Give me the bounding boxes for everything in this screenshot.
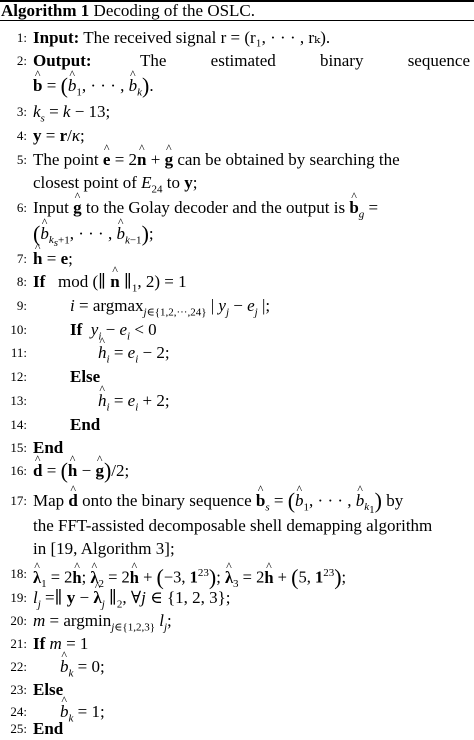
line-content: If mod (∥ n ^ $\parallel_1$, 2) = 1: [33, 270, 187, 300]
line-content: y = r/κ;: [33, 126, 85, 145]
line-content: h $\^{}_i = e_i - 2$;: [98, 341, 170, 371]
line-content: Input g ^ to the Golay decoder and the output is b $\^{}_g$ =: [33, 196, 378, 226]
line-keyword: Else: [33, 680, 64, 699]
line-content: $l_j$ =∥ y − λ $\^{}_j$ $\parallel_2$, ∀j ∈ {1, 2, 3};: [33, 586, 231, 616]
line-number: 2:: [16, 53, 27, 68]
line-content: [33, 514, 432, 537]
algorithm-line-17-cont-2: [0, 537, 474, 560]
line-content: [33, 49, 470, 72]
line-number: 19:: [10, 590, 27, 605]
line-content: b $\^{}_k = 0$;: [60, 655, 105, 685]
line-content: λ $\^{}_1 = 2h$ ^; λ $\^{}_2 = 2h$ ^ + (−3, $1^{23}$); λ $\^{}_3 = 2h$ ^ + (5, $1^{23}$);: [33, 562, 346, 596]
line-number: 8:: [16, 274, 27, 289]
line-text: in [19, Algorithm 3];: [33, 539, 175, 558]
line-content: b $\^{}_k = 1$;: [60, 700, 105, 730]
line-text: The received signal r = (r₁, · · · , rₖ).: [83, 28, 331, 47]
line-number: 21:: [10, 636, 27, 651]
algorithm-line-12: [0, 365, 474, 388]
line-text: the FFT-assisted decomposable shell demapping algorithm: [33, 516, 433, 535]
algorithm-line-5-cont: [0, 171, 474, 194]
line-number: 10:: [10, 322, 27, 337]
line-text: The estimated binary sequence: [140, 51, 470, 70]
algorithm-line-11: [0, 341, 474, 364]
line-keyword: End: [33, 438, 64, 457]
line-keyword: Output:: [33, 51, 92, 70]
line-keyword: If: [33, 272, 46, 291]
algorithm-line-13: [0, 389, 474, 412]
line-number: 16:: [10, 463, 27, 478]
algorithm-caption: Decoding of the OSLC.: [93, 1, 256, 20]
line-content: $k_s = k - 13$;: [33, 102, 111, 125]
line-content: [33, 26, 330, 49]
algorithm-line-19: [0, 586, 474, 609]
line-content: The point e ^ = 2n ^ + g ^ can be obtained by searching the: [33, 148, 400, 171]
algorithm-line-8: [0, 270, 474, 293]
line-number: 22:: [10, 659, 27, 674]
line-number: 11:: [10, 345, 27, 360]
line-number: 20:: [10, 613, 27, 628]
algorithm-line-10: [0, 318, 474, 341]
algorithm-label: Algorithm 1: [1, 1, 90, 20]
algorithm-line-20: [0, 609, 474, 632]
line-content: h $\^{}_i = e_i + 2$;: [98, 389, 170, 419]
line-keyword: If: [70, 320, 83, 339]
algorithm-line-23: [0, 678, 474, 701]
algorithm-line-25: [0, 717, 474, 740]
line-number: 9:: [16, 298, 27, 313]
line-number: 5:: [16, 152, 27, 167]
line-keyword: Input:: [33, 28, 80, 47]
algorithm-line-2-cont: [0, 74, 474, 97]
line-content: If m = 1: [33, 634, 89, 653]
algorithm-line-6: [0, 196, 474, 219]
algorithm-line-6-cont: [0, 221, 474, 250]
line-content: i = argmax$_{j\in\{1,2,\cdot\cdot\cdot,24\}}$ | $y_j - e_j$ |;: [70, 296, 271, 319]
line-number: 25:: [10, 721, 27, 736]
line-content: d ^ = (h ^ − g ^)/2;: [33, 459, 129, 482]
line-content: (b $\^{}_{k_s+1}$, · · · , b $\^{}_{k-1}$);: [33, 222, 154, 256]
line-keyword: Else: [70, 367, 101, 386]
line-number: 17:: [10, 493, 27, 508]
line-number: 13:: [10, 393, 27, 408]
line-keyword: End: [33, 719, 64, 738]
algorithm-line-21: [0, 632, 474, 655]
line-number: 14:: [10, 417, 27, 432]
line-content: [33, 537, 175, 560]
line-keyword: If: [33, 634, 46, 653]
algorithm-line-9: [0, 294, 474, 317]
line-content: h ^ = e;: [33, 247, 73, 270]
line-content: Map d ^ onto the binary sequence b $\^{}_s = (b$ $\^{}_1$, · · · , b $\^{}_{k_1}$) by: [33, 489, 403, 523]
line-number: 24:: [10, 704, 27, 719]
line-number: 1:: [16, 30, 27, 45]
algorithm-line-17: [0, 488, 474, 517]
algorithm-line-4: [0, 124, 474, 147]
line-number: 23:: [10, 682, 27, 697]
line-number: 3:: [16, 104, 27, 119]
algorithm-line-18: [0, 562, 474, 590]
algorithm-line-5: [0, 148, 474, 171]
algorithm-line-1: [0, 26, 474, 49]
line-number: 12:: [10, 369, 27, 384]
algorithm-line-17-cont-1: [0, 514, 474, 537]
line-content: m = argmin$_{j\in\{1,2,3\}}$ $l_j$;: [33, 611, 172, 634]
algorithm-line-3: [0, 100, 474, 123]
line-number: 7:: [16, 251, 27, 266]
title-rule: [0, 20, 474, 21]
line-content: If $y_i - e_i < 0$: [70, 320, 157, 343]
line-keyword: End: [70, 415, 101, 434]
algorithm-title: [1, 1, 255, 20]
algorithm-line-22: [0, 655, 474, 678]
line-number: 6:: [16, 200, 27, 215]
line-number: 4:: [16, 128, 27, 143]
algorithm-line-7: [0, 247, 474, 270]
line-content: closest point of $E_{24}$ to y;: [33, 173, 198, 196]
line-number: 18:: [10, 566, 27, 581]
algorithm-line-14: [0, 413, 474, 436]
line-number: 15:: [10, 440, 27, 455]
line-content: b ^ = (b $\^{}_1$, · · · , b $\^{}_k$).: [33, 74, 154, 104]
